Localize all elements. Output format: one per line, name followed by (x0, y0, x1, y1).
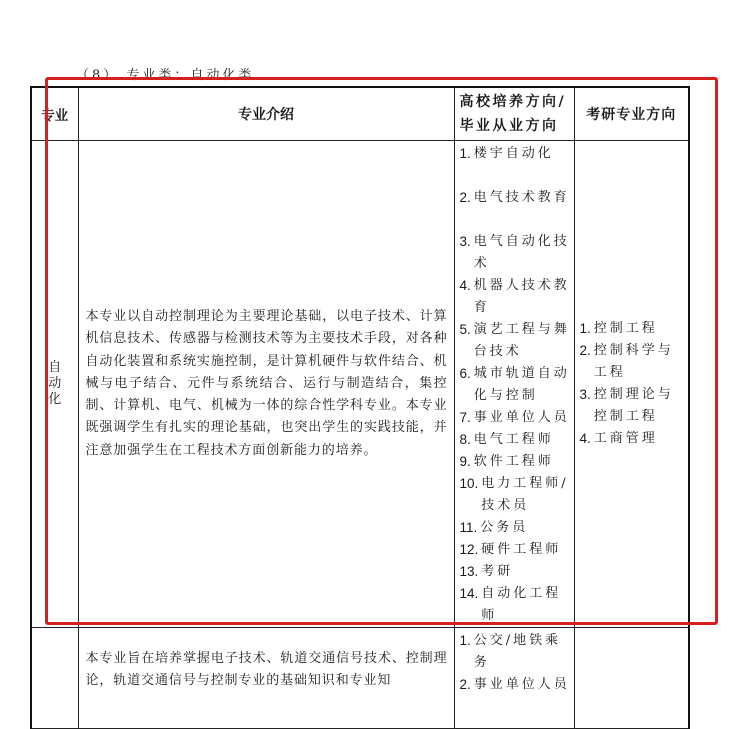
graduate-list-cell (574, 628, 689, 729)
list-item: 1. 楼宇自动化 (459, 146, 554, 161)
list-item: 11. 公务员 (459, 520, 529, 535)
career-list-cell (454, 628, 574, 729)
list-item: 1. 控制工程 (579, 321, 658, 336)
major-name: 自动化 (48, 360, 62, 407)
graduate-list-cell (574, 141, 689, 628)
list-item: 14. 自动化工程师 (459, 586, 562, 623)
list-item: 6. 城市轨道自动化与控制 (459, 366, 570, 403)
list-item: 3. 电气自动化技术 (459, 234, 570, 271)
list-item: 4. 机器人技术教育 (459, 278, 570, 315)
table-row (31, 628, 689, 729)
list-item: 2. 事业单位人员 (459, 677, 570, 692)
major-name-cell (31, 141, 78, 628)
table-row (31, 141, 689, 628)
career-list (460, 630, 571, 696)
table-header-row (31, 87, 689, 141)
header-career: 高校培养方向/毕业从业方向 (454, 87, 574, 141)
section-caption: （8） 专业类：自动化类 (76, 68, 255, 83)
major-table (30, 86, 690, 729)
list-item: 1. 公交/地铁乘务 (459, 633, 562, 670)
career-list (460, 143, 571, 627)
list-item: 2. 控制科学与工程 (579, 343, 674, 380)
list-item: 4. 工商管理 (579, 431, 658, 446)
career-list-cell (454, 141, 574, 628)
list-item: 12. 硬件工程师 (459, 542, 562, 557)
list-item: 9. 软件工程师 (459, 454, 554, 469)
major-intro: 本专业以自动控制理论为主要理论基础，以电子技术、计算机信息技术、传感器与检测技术等为主要技术手段，对各种自动化装置和系统实施控制，是计算机硬件与软件结合、机械与电子结合、元件与系统结合、运行与制造结合，集控制、计算机、电气、机械为一体的综合性学科专业。本专业既强调学生有扎实的理论基础，也突出学生的实践技能，并注意加强学生在工程技术方面创新能力的培养。 (78, 141, 454, 628)
list-item: 8. 电气工程师 (459, 432, 554, 447)
list-item: 13. 考研 (459, 564, 514, 579)
header-graduate: 考研专业方向 (574, 87, 689, 141)
header-major: 专业 (31, 87, 78, 141)
graduate-list (580, 318, 685, 450)
list-item: 2. 电气技术教育 (459, 190, 570, 205)
list-item: 10. 电力工程师/技术员 (459, 476, 569, 513)
header-intro: 专业介绍 (78, 87, 454, 141)
list-item: 5. 演艺工程与舞台技术 (459, 322, 570, 359)
list-item: 7. 事业单位人员 (459, 410, 570, 425)
major-intro: 本专业旨在培养掌握电子技术、轨道交通信号技术、控制理论，轨道交通信号与控制专业的基础知识和专业知 (78, 628, 454, 729)
list-item: 3. 控制理论与控制工程 (579, 387, 674, 424)
major-name-cell (31, 628, 78, 729)
